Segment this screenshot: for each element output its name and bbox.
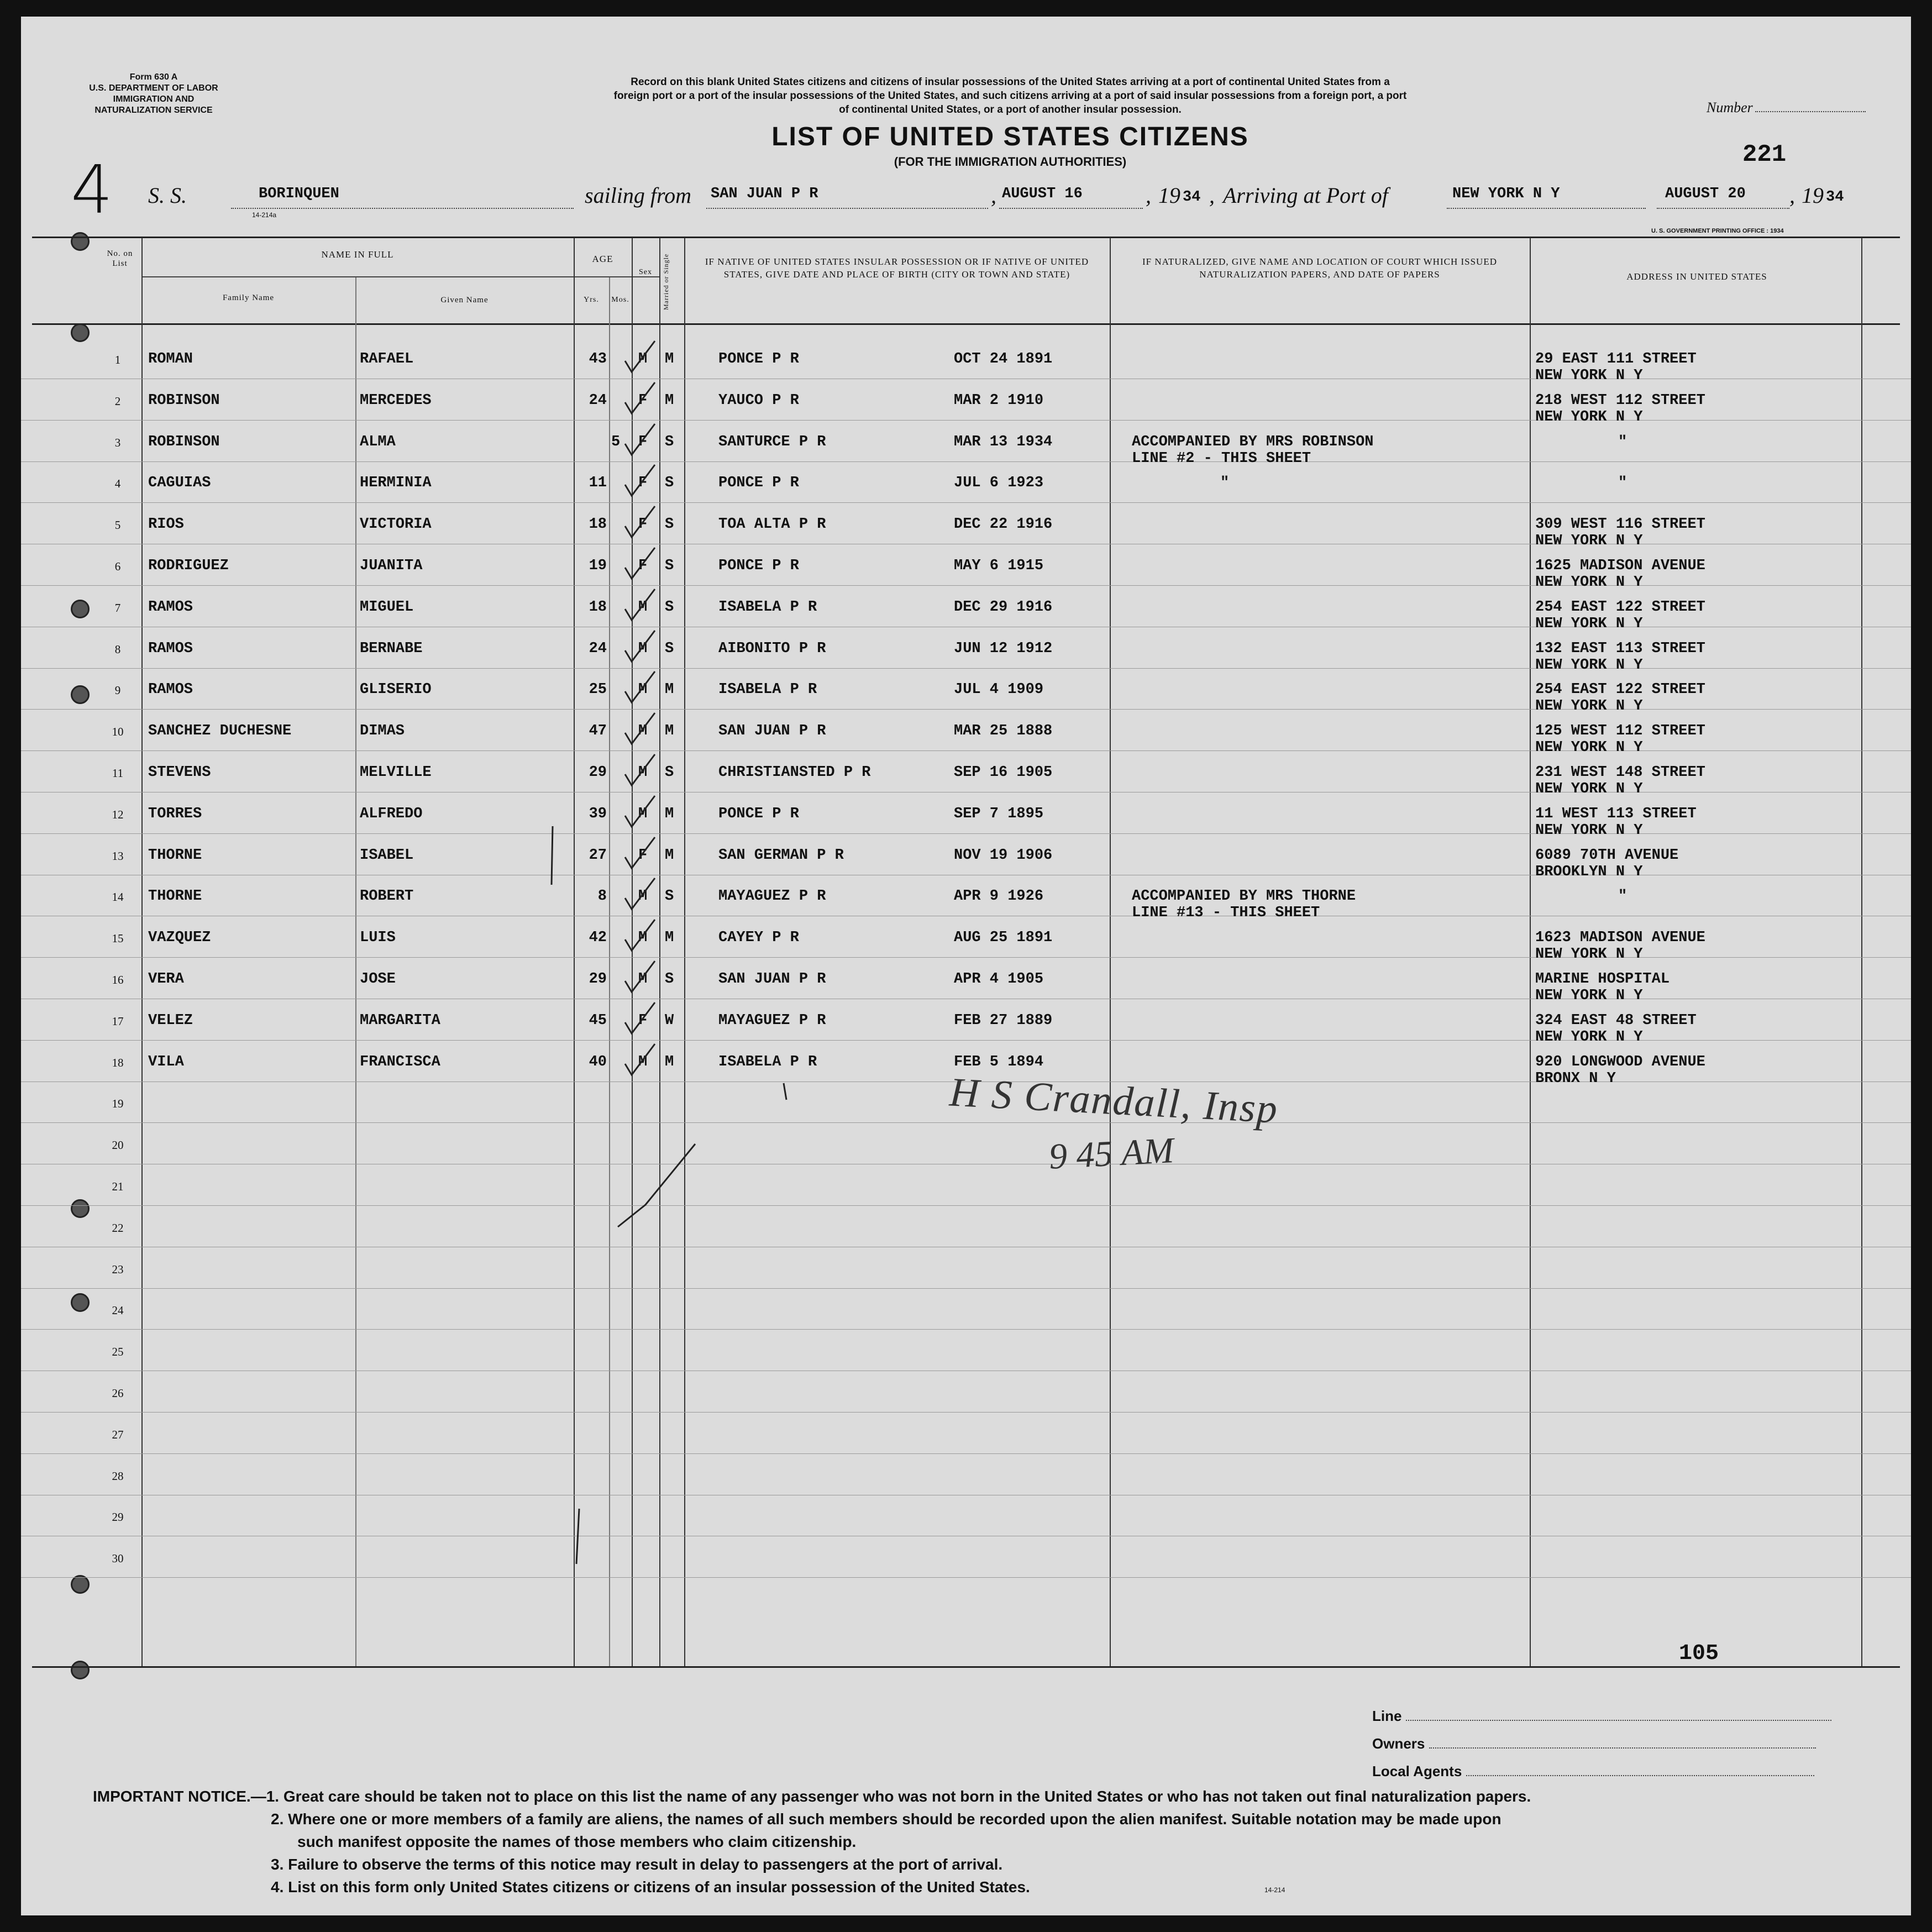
given-name: MIGUEL bbox=[360, 599, 414, 616]
birth-place: PONCE P R bbox=[718, 351, 799, 368]
notice-item-2-continued: such manifest opposite the names of those members who claim citizenship. bbox=[297, 1833, 857, 1850]
row-number: 12 bbox=[112, 807, 124, 821]
given-name: JOSE bbox=[360, 971, 396, 988]
col-sex: Sex bbox=[639, 268, 652, 276]
family-name: THORNE bbox=[148, 888, 202, 905]
row-number: 18 bbox=[112, 1056, 124, 1069]
address-line-1: " bbox=[1618, 888, 1628, 905]
naturalization-note: ACCOMPANIED BY MRS ROBINSON bbox=[1132, 433, 1374, 450]
local-agents-label: Local Agents bbox=[1372, 1763, 1462, 1779]
marital-status: M bbox=[665, 351, 674, 368]
margin-handwritten-mark: 4 bbox=[71, 152, 113, 229]
address-line-1: 309 WEST 116 STREET bbox=[1535, 516, 1705, 533]
marital-status: M bbox=[665, 723, 674, 740]
check-mark bbox=[621, 587, 659, 626]
pen-stroke bbox=[547, 825, 558, 886]
given-name: MARGARITA bbox=[360, 1012, 440, 1029]
form-code: 14-214 bbox=[1264, 1886, 1285, 1894]
given-name: MELVILLE bbox=[360, 764, 432, 781]
birth-date: OCT 24 1891 bbox=[954, 351, 1053, 368]
marital-status: S bbox=[665, 640, 674, 657]
departure-year-prefix: 19 bbox=[1158, 183, 1180, 208]
naturalization-note-line-2: LINE #13 - THIS SHEET bbox=[1132, 905, 1320, 922]
notice-item-1: Great care should be taken not to place on this list the name of any passenger who was not born in the United States or who has not taken out final naturalization papers. bbox=[283, 1788, 1531, 1805]
punch-hole bbox=[71, 323, 90, 342]
arriving-label: Arriving at Port of bbox=[1223, 183, 1388, 208]
address-line-2: NEW YORK N Y bbox=[1535, 533, 1643, 550]
col-mos: Mos. bbox=[611, 296, 629, 304]
sex: M bbox=[638, 599, 648, 616]
address-line-2: NEW YORK N Y bbox=[1535, 946, 1643, 963]
given-name: JUANITA bbox=[360, 558, 423, 574]
birth-date: MAR 25 1888 bbox=[954, 723, 1053, 740]
row-number: 24 bbox=[112, 1304, 124, 1317]
birth-date: DEC 22 1916 bbox=[954, 516, 1053, 533]
age-years: 39 bbox=[589, 805, 607, 822]
row-number: 2 bbox=[114, 394, 121, 408]
check-mark bbox=[621, 876, 659, 915]
birth-date: MAY 6 1915 bbox=[954, 558, 1044, 574]
naturalization-note-line-2: LINE #2 - THIS SHEET bbox=[1132, 450, 1311, 467]
given-name: VICTORIA bbox=[360, 516, 432, 533]
col-family-name: Family Name bbox=[222, 293, 275, 302]
row-rule bbox=[21, 1329, 1911, 1330]
marital-status: M bbox=[665, 681, 674, 699]
number-field bbox=[1707, 99, 1894, 116]
col-naturalized: IF NATURALIZED, GIVE NAME AND LOCATION OF COURT WHICH ISSUED NATURALIZATION PAPERS, AND DATE OF PAPERS bbox=[1142, 256, 1497, 280]
arrival-date: AUGUST 20 bbox=[1665, 186, 1746, 202]
row-number: 27 bbox=[112, 1427, 124, 1441]
marital-status: M bbox=[665, 805, 674, 822]
departure-year-suffix: 34 bbox=[1183, 189, 1201, 206]
col-given-name: Given Name bbox=[440, 296, 489, 305]
page-number: 105 bbox=[1679, 1641, 1719, 1666]
row-number: 23 bbox=[112, 1262, 124, 1276]
department-line: NATURALIZATION SERVICE bbox=[95, 106, 213, 115]
birth-date: FEB 5 1894 bbox=[954, 1053, 1044, 1070]
birth-date: AUG 25 1891 bbox=[954, 930, 1053, 947]
check-mark bbox=[621, 669, 659, 708]
given-name: DIMAS bbox=[360, 723, 405, 740]
address-line-2: NEW YORK N Y bbox=[1535, 1028, 1643, 1046]
row-number: 21 bbox=[112, 1180, 124, 1193]
birth-place: MAYAGUEZ P R bbox=[718, 1012, 826, 1029]
address-line-1: 1623 MADISON AVENUE bbox=[1535, 930, 1705, 947]
col-age: AGE bbox=[592, 254, 613, 264]
sex: M bbox=[638, 930, 648, 947]
col-married-single: Married or Single bbox=[662, 253, 670, 311]
check-mark bbox=[621, 504, 659, 543]
age-years: 8 bbox=[597, 888, 607, 905]
row-number: 20 bbox=[112, 1138, 124, 1152]
sex: F bbox=[638, 433, 648, 450]
col-address: ADDRESS IN UNITED STATES bbox=[1626, 271, 1767, 282]
family-name: ROBINSON bbox=[148, 392, 220, 409]
arrival-port: NEW YORK N Y bbox=[1452, 186, 1560, 202]
small-code: 14-214a bbox=[252, 211, 277, 219]
sailing-label: sailing from bbox=[585, 183, 691, 208]
row-number: 14 bbox=[112, 890, 124, 904]
age-years: 43 bbox=[589, 351, 607, 368]
row-number: 9 bbox=[114, 684, 121, 697]
birth-place: YAUCO P R bbox=[718, 392, 799, 409]
naturalization-note: " bbox=[1220, 475, 1230, 492]
notice-item-2: 2. Where one or more members of a family are aliens, the names of all such members should be recorded upon the alien manifest. Suitable notation may be made upon bbox=[271, 1810, 1502, 1828]
age-years: 29 bbox=[589, 971, 607, 988]
family-name: THORNE bbox=[148, 847, 202, 864]
sex: M bbox=[638, 1053, 648, 1070]
address-line-2: BROOKLYN N Y bbox=[1535, 863, 1643, 880]
arrival-year-suffix: 34 bbox=[1826, 189, 1844, 206]
given-name: LUIS bbox=[360, 930, 396, 947]
sex: M bbox=[638, 640, 648, 657]
number-value: 221 bbox=[1742, 141, 1787, 169]
printer-imprint: U. S. GOVERNMENT PRINTING OFFICE : 1934 bbox=[1651, 228, 1784, 234]
age-years: 24 bbox=[589, 392, 607, 409]
col-no-on-list: No. on List bbox=[107, 249, 133, 268]
row-rule bbox=[21, 1577, 1911, 1578]
address-line-1: 254 EAST 122 STREET bbox=[1535, 599, 1705, 616]
age-years: 25 bbox=[589, 681, 607, 699]
sex: M bbox=[638, 723, 648, 740]
birth-place: SANTURCE P R bbox=[718, 433, 826, 450]
punch-hole bbox=[71, 1293, 90, 1312]
punch-hole bbox=[71, 685, 90, 704]
row-number: 8 bbox=[114, 642, 121, 656]
address-line-2: BRONX N Y bbox=[1535, 1070, 1616, 1087]
ship-name: BORINQUEN bbox=[259, 186, 339, 202]
col-birth: IF NATIVE OF UNITED STATES INSULAR POSSESSION OR IF NATIVE OF UNITED STATES, GIVE DATE AND PLACE OF BIRTH (CITY OR TOWN AND STATE) bbox=[705, 256, 1089, 280]
age-years: 11 bbox=[589, 475, 607, 492]
punch-hole bbox=[71, 1199, 90, 1218]
family-name: VERA bbox=[148, 971, 184, 988]
given-name: FRANCISCA bbox=[360, 1053, 440, 1070]
family-name: VAZQUEZ bbox=[148, 930, 211, 947]
family-name: STEVENS bbox=[148, 764, 211, 781]
margin-pen-stroke bbox=[552, 1503, 585, 1569]
check-mark bbox=[621, 339, 659, 377]
row-number: 10 bbox=[112, 725, 124, 739]
row-number: 7 bbox=[114, 601, 121, 615]
age-years: 27 bbox=[589, 847, 607, 864]
birth-date: APR 4 1905 bbox=[954, 971, 1044, 988]
form-number: Form 630 A bbox=[129, 72, 178, 82]
row-number: 6 bbox=[114, 560, 121, 573]
check-mark bbox=[621, 835, 659, 874]
birth-date: DEC 29 1916 bbox=[954, 599, 1053, 616]
sex: M bbox=[638, 351, 648, 368]
family-name: SANCHEZ DUCHESNE bbox=[148, 723, 292, 740]
row-number: 13 bbox=[112, 849, 124, 863]
marital-status: S bbox=[665, 475, 674, 492]
birth-place: PONCE P R bbox=[718, 805, 799, 822]
birth-date: NOV 19 1906 bbox=[954, 847, 1053, 864]
sex: F bbox=[638, 516, 648, 533]
family-name: RODRIGUEZ bbox=[148, 558, 229, 574]
given-name: ISABEL bbox=[360, 847, 414, 864]
row-number: 22 bbox=[112, 1221, 124, 1235]
sex: F bbox=[638, 1012, 648, 1029]
birth-date: SEP 16 1905 bbox=[954, 764, 1053, 781]
address-line-2: NEW YORK N Y bbox=[1535, 368, 1643, 384]
marital-status: S bbox=[665, 764, 674, 781]
notice-item-3: 3. Failure to observe the terms of this notice may result in delay to passengers at the port of arrival. bbox=[271, 1856, 1003, 1873]
check-mark bbox=[621, 752, 659, 791]
birth-place: MAYAGUEZ P R bbox=[718, 888, 826, 905]
address-line-2: NEW YORK N Y bbox=[1535, 408, 1643, 426]
manifest-sheet: Form 630 A U.S. DEPARTMENT OF LABOR IMMIGRATION AND NATURALIZATION SERVICE Record on this blank United States citizens and citizens of insular possessions of the United States arriving at a port of continental United States from a foreign port or a port of the insular possessions of the United States, and such citizens arriving at a port of said insular possessions from a foreign port, a port of continental United States, or a port of another insular possession. Number 221 LIST OF UNITED STATES CITIZENS (FOR THE IMMIGRATION AUTHORITIES) 4 S. S. BORINQUEN 14-214a sailing from SAN JUAN P R , AUGUST 16 , 19 34 , Arriving at Port of NEW YORK N Y AUGUST 20 , 19 34 U. S. GOVERNMENT PRINTING OFFICE : 1934 No. on List NAME IN FULL Family Name Given Name AGE Yrs. Mos. Sex Married or Single IF NATIVE OF UNITED STATES INSULAR POSSESSION OR IF NATIVE OF UNITED STATES, GIVE DATE AND PLACE OF BIRTH (CITY OR TOWN AND STATE) IF NATURALIZED, GIVE NAME AND LOCATION OF COURT WHICH ISSUED NATURALIZATION PAPERS, AND DATE OF PAPERS ADDRESS IN UNITED STATES 1 ROMAN RAFAEL 43 M M PONCE P R OCT 24 1891 29 EAST 111 STREET NEW YORK N Y 2 ROBINSON MERCEDES 24 F M YAUCO P R MAR 2 1910 218 WEST 112 STREET NEW YORK N Y 3 ROBINSON ALMA 5 F S SANTURCE P R MAR 13 1934 ACCOMPANIED BY MRS ROBINSON " LINE #2 - THIS SHEET 4 CAGUIAS HERMINIA 11 F S PONCE P R JUL 6 1923 " " 5 RIOS VICTORIA 18 F S TOA ALTA P R DEC 22 1916 309 WEST 116 STREET NEW YORK N Y 6 RODRIGUEZ JUANITA 19 F S PONCE P R MAY 6 1915 1625 MADISON AVENUE NEW YORK N Y 7 RAMOS MIGUEL 18 M S ISABELA P R DEC 29 1916 254 EAST 122 STREET NEW YORK N Y 8 RAMOS BERNABE 24 M S AIBONITO P R JUN 12 1912 132 EAST 113 STREET NEW YORK N Y 9 RAMOS GLISERIO 25 M M ISABELA P R JUL 4 1909 254 EAST 122 STREET NEW YORK N Y 10 SANCHEZ DUCHESNE DIMAS 47 M M SAN JUAN P R MAR 25 1888 125 WEST 112 STREET NEW YORK N Y 11 STEVENS MELVILLE 29 M S CHRISTIANSTED P R SEP 16 1905 231 WEST 148 STREET NEW YORK N Y 12 TORRES ALFREDO 39 M M PONCE P R SEP 7 1895 11 WEST 113 STREET NEW YORK N Y 13 THORNE ISABEL 27 F M SAN GERMAN P R NOV 19 1906 6089 70TH AVENUE BROOKLYN N Y 14 THORNE ROBERT 8 M S MAYAGUEZ P R APR 9 1926 ACCOMPANIED BY MRS THORNE " LINE #13 - THIS SHEET 15 VAZQUEZ LUIS 42 M M CAYEY P R AUG 25 1891 1623 MADISON AVENUE NEW YORK N Y 16 VERA JOSE 29 M S SAN JUAN P R APR 4 1905 MARINE HOSPITAL NEW YORK N Y 17 VELEZ MARGARITA 45 F W MAYAGUEZ P R FEB 27 1889 324 EAST 48 STREET NEW YORK N Y 18 VILA FRANCISCA 40 M M ISABELA P R FEB 5 1894 920 LONGWOOD AVENUE BRONX N Y 19 20 21 22 23 24 25 26 27 28 29 30 H S Crandall, Insp 9 45 AM 105 Line Owners Local Agents IMPORTANT NOTICE.—1. Great care should be taken not to place on this list the name of any passenger who was not born in the United States or who has not taken out final naturalization papers. 2. Where one or more members of a family are aliens, the names of all such members should be recorded upon the alien manifest. Suitable notation may be made upon such manifest opposite the names of those members who claim citizenship. 3. Failure to observe the terms of this notice may result in delay to passengers at the port of arrival. 4. List on this form only United States citizens or citizens of an insular possession of the United States. 14-214 bbox=[21, 17, 1911, 1915]
row-number: 4 bbox=[114, 477, 121, 491]
age-years: 18 bbox=[589, 599, 607, 616]
birth-place: CAYEY P R bbox=[718, 930, 799, 947]
address-line-1: 231 WEST 148 STREET bbox=[1535, 764, 1705, 781]
family-name: ROBINSON bbox=[148, 433, 220, 450]
given-name: GLISERIO bbox=[360, 681, 432, 699]
row-number: 30 bbox=[112, 1552, 124, 1566]
birth-date: JUN 12 1912 bbox=[954, 640, 1053, 657]
departure-date: AUGUST 16 bbox=[1002, 186, 1083, 202]
address-line-1: 125 WEST 112 STREET bbox=[1535, 723, 1705, 740]
sex: F bbox=[638, 475, 648, 492]
check-mark bbox=[621, 794, 659, 832]
birth-date: FEB 27 1889 bbox=[954, 1012, 1053, 1029]
check-mark bbox=[621, 463, 659, 501]
check-mark bbox=[621, 380, 659, 419]
birth-place: SAN GERMAN P R bbox=[718, 847, 844, 864]
marital-status: S bbox=[665, 516, 674, 533]
given-name: ALFREDO bbox=[360, 805, 423, 822]
marital-status: S bbox=[665, 971, 674, 988]
age-months: 5 bbox=[611, 433, 621, 450]
family-name: RAMOS bbox=[148, 681, 193, 699]
birth-place: ISABELA P R bbox=[718, 1053, 817, 1070]
address-line-2: NEW YORK N Y bbox=[1535, 739, 1643, 757]
marital-status: M bbox=[665, 392, 674, 409]
row-number: 19 bbox=[112, 1097, 124, 1111]
age-years: 42 bbox=[589, 930, 607, 947]
page-title: LIST OF UNITED STATES CITIZENS bbox=[771, 122, 1249, 151]
marital-status: S bbox=[665, 599, 674, 616]
birth-place: TOA ALTA P R bbox=[718, 516, 826, 533]
owners-label: Owners bbox=[1372, 1735, 1425, 1752]
address-line-2: NEW YORK N Y bbox=[1535, 574, 1643, 591]
birth-date: APR 9 1926 bbox=[954, 888, 1044, 905]
marital-status: S bbox=[665, 888, 674, 905]
naturalization-note: ACCOMPANIED BY MRS THORNE bbox=[1132, 888, 1356, 905]
address-line-2: NEW YORK N Y bbox=[1535, 615, 1643, 632]
important-notice bbox=[93, 1785, 1894, 1898]
birth-place: AIBONITO P R bbox=[718, 640, 826, 657]
ss-label: S. S. bbox=[148, 183, 187, 208]
row-number: 28 bbox=[112, 1469, 124, 1483]
check-mark bbox=[621, 628, 659, 667]
number-label: Number bbox=[1707, 99, 1753, 116]
punch-hole bbox=[71, 1661, 90, 1679]
age-years: 29 bbox=[589, 764, 607, 781]
check-mark bbox=[621, 711, 659, 749]
address-line-1: 11 WEST 113 STREET bbox=[1535, 805, 1697, 822]
sex: F bbox=[638, 558, 648, 574]
family-name: RIOS bbox=[148, 516, 184, 533]
address-line-1: 324 EAST 48 STREET bbox=[1535, 1012, 1697, 1029]
address-line-1: 29 EAST 111 STREET bbox=[1535, 351, 1697, 368]
address-line-1: 218 WEST 112 STREET bbox=[1535, 392, 1705, 409]
notice-lead: IMPORTANT NOTICE.—1. bbox=[93, 1788, 280, 1805]
row-rule bbox=[21, 502, 1911, 503]
family-name: CAGUIAS bbox=[148, 475, 211, 492]
birth-place: SAN JUAN P R bbox=[718, 971, 826, 988]
family-name: ROMAN bbox=[148, 351, 193, 368]
birth-place: PONCE P R bbox=[718, 475, 799, 492]
birth-place: PONCE P R bbox=[718, 558, 799, 574]
address-line-1: 254 EAST 122 STREET bbox=[1535, 681, 1705, 699]
punch-hole bbox=[71, 600, 90, 618]
address-line-2: NEW YORK N Y bbox=[1535, 657, 1643, 674]
time-note: 9 45 AM bbox=[1048, 1130, 1175, 1177]
age-years: 18 bbox=[589, 516, 607, 533]
address-line-1: 132 EAST 113 STREET bbox=[1535, 640, 1705, 657]
intro-line: foreign port or a port of the insular possessions of the United States, and such citizens arriving at a port of said insular possessions from a foreign port, a port bbox=[613, 90, 1407, 102]
address-line-2: NEW YORK N Y bbox=[1535, 822, 1643, 839]
line-label: Line bbox=[1372, 1708, 1402, 1724]
local-agents-field bbox=[1372, 1763, 1814, 1780]
line-field bbox=[1372, 1708, 1831, 1725]
birth-place: SAN JUAN P R bbox=[718, 723, 826, 740]
row-rule bbox=[21, 1288, 1911, 1289]
age-years: 19 bbox=[589, 558, 607, 574]
marital-status: S bbox=[665, 558, 674, 574]
address-line-1: 920 LONGWOOD AVENUE bbox=[1535, 1053, 1705, 1070]
check-mark bbox=[621, 1000, 659, 1039]
intro-line: of continental United States, or a port of another insular possession. bbox=[839, 104, 1182, 116]
address-line-1: 1625 MADISON AVENUE bbox=[1535, 558, 1705, 574]
birth-date: MAR 13 1934 bbox=[954, 433, 1053, 450]
page-subtitle: (FOR THE IMMIGRATION AUTHORITIES) bbox=[894, 155, 1127, 169]
marital-status: M bbox=[665, 847, 674, 864]
row-rule bbox=[21, 1412, 1911, 1413]
birth-date: SEP 7 1895 bbox=[954, 805, 1044, 822]
check-mark bbox=[621, 917, 659, 956]
department-line: IMMIGRATION AND bbox=[113, 95, 195, 104]
sex: F bbox=[638, 392, 648, 409]
sex: M bbox=[638, 888, 648, 905]
sex: M bbox=[638, 971, 648, 988]
family-name: VILA bbox=[148, 1053, 184, 1070]
address-line-2: NEW YORK N Y bbox=[1535, 781, 1643, 797]
row-number: 25 bbox=[112, 1345, 124, 1359]
row-number: 26 bbox=[112, 1387, 124, 1400]
given-name: MERCEDES bbox=[360, 392, 432, 409]
check-mark bbox=[621, 422, 659, 460]
given-name: ROBERT bbox=[360, 888, 414, 905]
col-yrs: Yrs. bbox=[584, 296, 599, 304]
row-number: 11 bbox=[112, 767, 124, 780]
age-years: 47 bbox=[589, 723, 607, 740]
col-name-in-full: NAME IN FULL bbox=[321, 249, 394, 260]
family-name: VELEZ bbox=[148, 1012, 193, 1029]
given-name: ALMA bbox=[360, 433, 396, 450]
address-line-1: " bbox=[1618, 433, 1628, 450]
address-line-2: NEW YORK N Y bbox=[1535, 698, 1643, 715]
row-number: 15 bbox=[112, 932, 124, 946]
row-number: 5 bbox=[114, 518, 121, 532]
marital-status: S bbox=[665, 433, 674, 450]
address-line-1: 6089 70TH AVENUE bbox=[1535, 847, 1679, 864]
departure-port: SAN JUAN P R bbox=[711, 186, 818, 202]
sex: M bbox=[638, 805, 648, 822]
check-mark bbox=[621, 959, 659, 998]
notice-item-4: 4. List on this form only United States citizens or citizens of an insular possession of the United States. bbox=[271, 1878, 1030, 1896]
row-number: 3 bbox=[114, 435, 121, 449]
marital-status: M bbox=[665, 930, 674, 947]
address-line-2: NEW YORK N Y bbox=[1535, 988, 1643, 1004]
sex: M bbox=[638, 681, 648, 699]
sex: F bbox=[638, 847, 648, 864]
family-name: RAMOS bbox=[148, 640, 193, 657]
punch-hole bbox=[71, 232, 90, 251]
birth-date: JUL 4 1909 bbox=[954, 681, 1044, 699]
row-rule bbox=[21, 1453, 1911, 1454]
row-number: 16 bbox=[112, 973, 124, 986]
row-number: 1 bbox=[114, 353, 121, 366]
birth-date: JUL 6 1923 bbox=[954, 475, 1044, 492]
department-line: U.S. DEPARTMENT OF LABOR bbox=[89, 83, 218, 93]
intro-line: Record on this blank United States citizens and citizens of insular possessions of the United States arriving at a port of continental United States from a bbox=[631, 76, 1390, 88]
check-mark bbox=[621, 1042, 659, 1080]
given-name: HERMINIA bbox=[360, 475, 432, 492]
given-name: BERNABE bbox=[360, 640, 423, 657]
form-id-block bbox=[82, 72, 225, 116]
age-years: 40 bbox=[589, 1053, 607, 1070]
birth-place: CHRISTIANSTED P R bbox=[718, 764, 871, 781]
inspector-signature: H S Crandall, Insp bbox=[948, 1069, 1279, 1132]
family-name: RAMOS bbox=[148, 599, 193, 616]
check-mark bbox=[621, 545, 659, 584]
owners-field bbox=[1372, 1735, 1816, 1752]
address-line-1: " bbox=[1618, 475, 1628, 492]
given-name: RAFAEL bbox=[360, 351, 414, 368]
address-line-1: MARINE HOSPITAL bbox=[1535, 971, 1670, 988]
age-years: 24 bbox=[589, 640, 607, 657]
sex: M bbox=[638, 764, 648, 781]
family-name: TORRES bbox=[148, 805, 202, 822]
intro-instructions bbox=[353, 75, 1668, 117]
arrival-year-prefix: 19 bbox=[1802, 183, 1824, 208]
birth-date: MAR 2 1910 bbox=[954, 392, 1044, 409]
age-years: 45 bbox=[589, 1012, 607, 1029]
birth-place: ISABELA P R bbox=[718, 681, 817, 699]
row-number: 29 bbox=[112, 1510, 124, 1524]
row-number: 17 bbox=[112, 1014, 124, 1028]
birth-place: ISABELA P R bbox=[718, 599, 817, 616]
marital-status: W bbox=[665, 1012, 674, 1029]
row-rule bbox=[21, 461, 1911, 462]
marital-status: M bbox=[665, 1053, 674, 1070]
